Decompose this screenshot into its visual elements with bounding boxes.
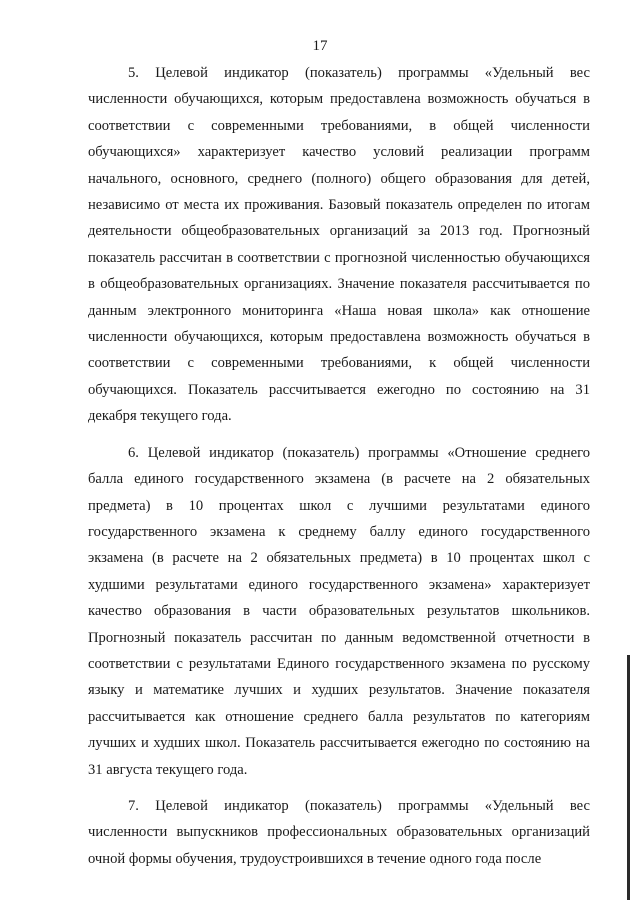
document-body	[88, 60, 590, 882]
paragraph-indicator-6: 6. Целевой индикатор (показатель) программы «Отношение среднего балла единого государственного экзамена (в расчете на 2 обязательных предмета) в 10 процентах школ с лучшими результатами единого государственного экзамена к среднему баллу единого государственного экзамена (в расчете на 2 обязательных предмета) в 10 процентах школ с худшими результатами единого государственного экзамена» характеризует качество образования в части образовательных результатов школьников. Прогнозный показатель рассчитан по данным ведомственной отчетности в соответствии с результатами Единого государственного экзамена по русскому языку и математике лучших и худших результатов. Значение показателя рассчитывается как отношение среднего балла результатов по категориям лучших и худших школ. Показатель рассчитывается ежегодно по состоянию на 31 августа текущего года.	[88, 444, 590, 778]
scan-edge-mark	[627, 655, 630, 900]
paragraph-indicator-7: 7. Целевой индикатор (показатель) программы «Удельный вес численности выпускников профессиональных образовательных организаций очной формы обучения, трудоустроившихся в течение одного года после	[88, 797, 590, 867]
paragraph-indicator-5: 5. Целевой индикатор (показатель) программы «Удельный вес численности обучающихся, которым предоставлена возможность обучаться в соответствии с современными требованиями, в общей численности обучающихся» характеризует качество условий реализации программ начального, основного, среднего (полного) общего образования для детей, независимо от места их проживания. Базовый показатель определен по итогам деятельности общеобразовательных организаций за 2013 год. Прогнозный показатель рассчитан в соответствии с прогнозной численностью обучающихся в общеобразовательных организациях. Значение показателя рассчитывается по данным электронного мониторинга «Наша новая школа» как отношение численности обучающихся, которым предоставлена возможность обучаться в соответствии с современными требованиями, к общей численности обучающихся. Показатель рассчитывается ежегодно по состоянию на 31 декабря текущего года.	[88, 65, 590, 425]
page-number: 17	[312, 38, 328, 54]
